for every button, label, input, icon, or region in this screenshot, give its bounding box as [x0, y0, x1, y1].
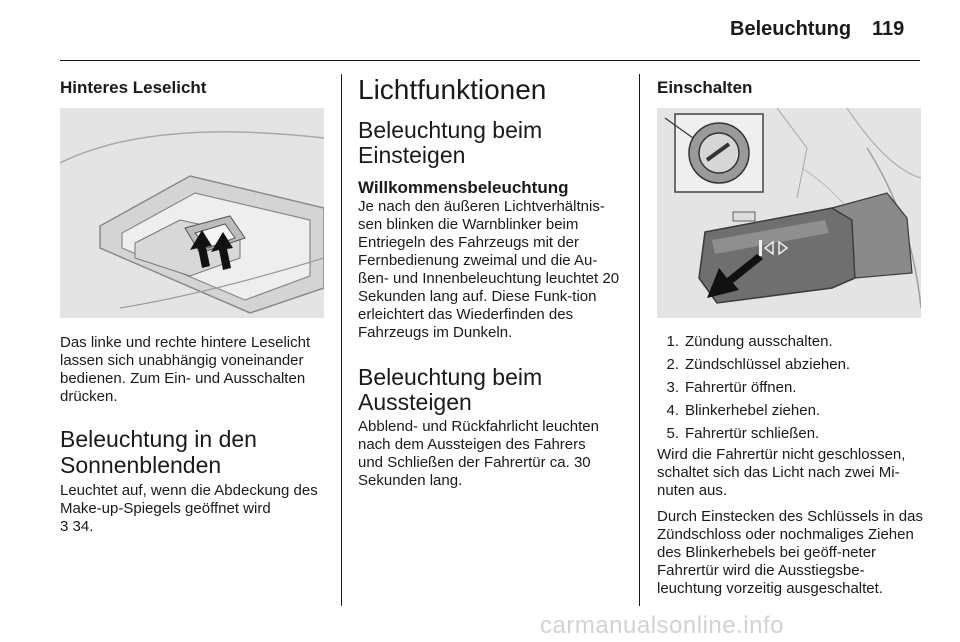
welcome-paragraph: Je nach den äußeren Lichtverhältnis-sen blinken die Warnblinker beim Entriegeln des Fahrzeugs mit der Fernbedienung zweimal und die Au-ßen- und Innenbeleuchtung leuchtet 20 Sekunden lang auf. Diese Funk-tion erleichtert das Wiederfinden des Fahrzeugs im Dunkeln.: [358, 198, 620, 341]
step-number: 3.: [666, 379, 679, 396]
heading-entry-line1: Beleuchtung beim: [358, 117, 543, 143]
step-number: 1.: [666, 333, 679, 350]
page-ref-link[interactable]: 34.: [68, 518, 94, 535]
heading-exit-line2: Aussteigen: [358, 389, 472, 415]
step-number: 4.: [666, 402, 679, 419]
column-divider-1: [341, 74, 342, 606]
heading-sunvisor-line2: Sonnenblenden: [60, 452, 222, 478]
reading-light-illustration: [60, 108, 324, 318]
header-rule: [60, 60, 920, 61]
heading-sunvisor-line1: Beleuchtung in den: [60, 426, 257, 452]
heading-switch-on: Einschalten: [657, 78, 753, 97]
step-text: Zündschlüssel abziehen.: [685, 356, 851, 373]
sunvisor-paragraph: [60, 482, 326, 536]
figure-turn-signal-lever: [657, 108, 921, 318]
figure-rear-reading-light: [60, 108, 324, 318]
steps-list: [657, 330, 922, 445]
step-text: Zündung ausschalten.: [685, 333, 833, 350]
step-number: 5.: [666, 425, 679, 442]
section-title: Lichtfunktionen: [358, 74, 547, 105]
subheading-welcome-lighting: Willkommensbeleuchtung: [358, 178, 569, 197]
heading-rear-reading-light: Hinteres Leselicht: [60, 78, 207, 97]
step-item: [657, 330, 922, 353]
sunvisor-text: Leuchtet auf, wenn die Abdeckung des Make-up-Spiegels geöffnet wird: [60, 482, 318, 517]
step-item: [657, 399, 922, 422]
reading-light-paragraph: Das linke und rechte hintere Leselicht lassen sich unabhängig voneinander bedienen. Zum Ein- und Ausschalten drücken.: [60, 334, 311, 405]
step-item: [657, 422, 922, 445]
step-item: [657, 353, 922, 376]
early-off-paragraph: Durch Einstecken des Schlüssels in das Zündschloss oder nochmaliges Ziehen des Blinkerhebels bei geöff-neter Fahrertür wird die Ausstiegsbe-leuchtung vorzeitig ausgeschaltet.: [657, 508, 923, 597]
door-open-paragraph: Wird die Fahrertür nicht geschlossen, schaltet sich das Licht nach zwei Mi-nuten aus.: [657, 446, 906, 499]
step-text: Fahrertür öffnen.: [685, 379, 797, 396]
running-header-title: Beleuchtung: [730, 18, 852, 40]
watermark: carmanualsonline.info: [540, 612, 784, 639]
page-ref-icon: 3: [60, 518, 69, 535]
exit-paragraph: Abblend- und Rückfahrlicht leuchten nach dem Aussteigen des Fahrers und Schließen der Fahrertür ca. 30 Sekunden lang.: [358, 418, 599, 489]
step-text: Fahrertür schließen.: [685, 425, 820, 442]
step-item: [657, 376, 922, 399]
step-number: 2.: [666, 356, 679, 373]
column-divider-2: [639, 74, 640, 606]
lever-illustration: [657, 108, 921, 318]
step-text: Blinkerhebel ziehen.: [685, 402, 821, 419]
heading-entry-line2: Einsteigen: [358, 142, 466, 168]
heading-exit-line1: Beleuchtung beim: [358, 364, 543, 390]
page-number: 119: [872, 18, 905, 40]
